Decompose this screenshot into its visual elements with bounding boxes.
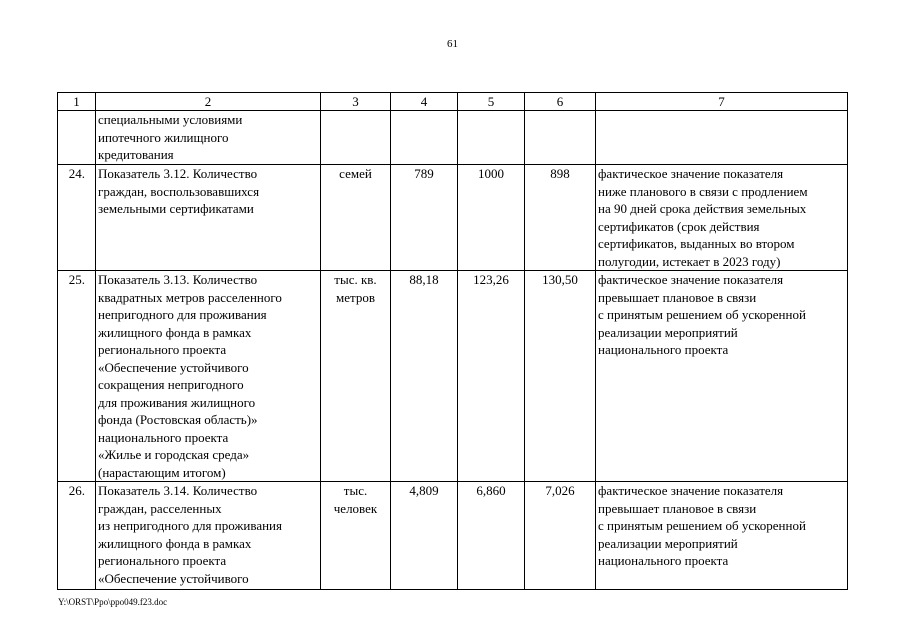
indicator-cell: Показатель 3.13. Количество квадратных метров расселенного непригодного для проживания жилищного фонда в рамках регионального проекта «Обеспечение устойчивого сокращения непригодного для проживания жилищного фонда (Ростовская область)» национального проекта «Жилье и городская среда» (нарастающим итогом) — [96, 271, 321, 482]
table-row — [58, 111, 848, 165]
value-cell: 6,860 — [458, 482, 525, 590]
value-cell — [525, 111, 596, 165]
row-number: 26. — [58, 482, 96, 590]
value-cell: 4,809 — [391, 482, 458, 590]
unit-cell: тыс. кв. метров — [321, 271, 391, 482]
value-cell: 123,26 — [458, 271, 525, 482]
value-cell: 88,18 — [391, 271, 458, 482]
value-cell — [458, 111, 525, 165]
unit-cell — [321, 111, 391, 165]
value-cell — [391, 111, 458, 165]
row-number: 25. — [58, 271, 96, 482]
indicator-cell: Показатель 3.12. Количество граждан, воспользовавшихся земельными сертификатами — [96, 165, 321, 271]
indicator-cell: Показатель 3.14. Количество граждан, расселенных из непригодного для проживания жилищного фонда в рамках регионального проекта «Обеспечение устойчивого — [96, 482, 321, 590]
header-cell: 5 — [458, 93, 525, 111]
page-number: 61 — [447, 38, 458, 50]
value-cell: 898 — [525, 165, 596, 271]
value-cell: 789 — [391, 165, 458, 271]
row-number: 24. — [58, 165, 96, 271]
footer-file-path: Y:\ORST\Ppo\ppo049.f23.doc — [58, 597, 168, 607]
value-cell: 1000 — [458, 165, 525, 271]
header-cell: 3 — [321, 93, 391, 111]
row-number — [58, 111, 96, 165]
value-cell: 7,026 — [525, 482, 596, 590]
note-cell — [596, 111, 848, 165]
note-cell: фактическое значение показателя превышает плановое в связи с принятым решением об ускоренной реализации мероприятий национального проекта — [596, 271, 848, 482]
table-row — [58, 165, 848, 271]
value-cell: 130,50 — [525, 271, 596, 482]
note-cell: фактическое значение показателя ниже планового в связи с продлением на 90 дней срока действия земельных сертификатов (срок действия сертификатов, выданных во втором полугодии, истекает в 2023 году) — [596, 165, 848, 271]
unit-cell: семей — [321, 165, 391, 271]
header-cell: 1 — [58, 93, 96, 111]
header-cell: 2 — [96, 93, 321, 111]
header-cell: 6 — [525, 93, 596, 111]
unit-cell: тыс. человек — [321, 482, 391, 590]
indicators-table — [57, 92, 848, 590]
header-cell: 7 — [596, 93, 848, 111]
table-row — [58, 482, 848, 590]
table-row — [58, 271, 848, 482]
header-cell: 4 — [391, 93, 458, 111]
indicator-cell: специальными условиями ипотечного жилищного кредитования — [96, 111, 321, 165]
table-header-row — [58, 93, 848, 111]
note-cell: фактическое значение показателя превышает плановое в связи с принятым решением об ускоренной реализации мероприятий национального проекта — [596, 482, 848, 590]
